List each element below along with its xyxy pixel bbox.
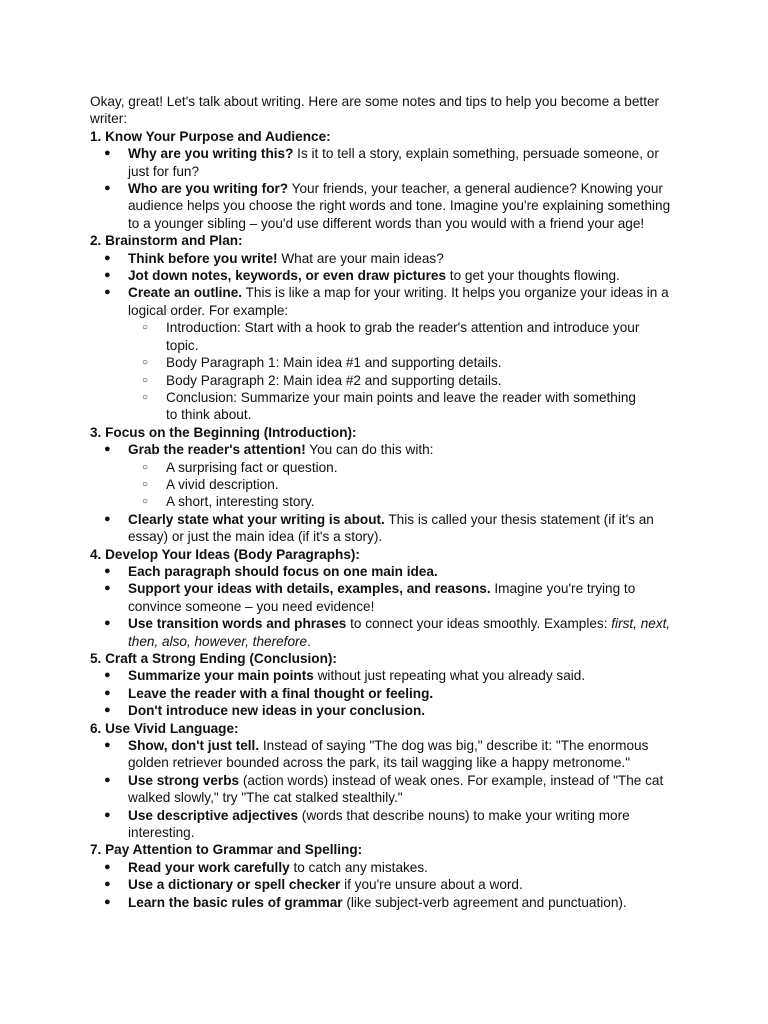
item-bold-lead: Summarize your main points [128,668,314,684]
bullet-list [90,737,690,841]
intro-paragraph: Okay, great! Let's talk about writing. Here are some notes and tips to help you become a better writer: [90,94,660,127]
section-heading: 6. Use Vivid Language: [90,720,239,736]
list-item [90,563,680,580]
item-text: if you're unsure about a word. [340,877,523,893]
item-text: to catch any mistakes. [289,859,428,875]
list-item [90,685,680,702]
item-text: without just repeating what you already said. [313,668,586,684]
item-bold-lead: Don't introduce new ideas in your conclusion. [128,703,426,719]
item-bold-lead: Think before you write! [128,250,278,266]
item-tail: . [307,633,311,649]
item-text: Your friends, your teacher, a general audience? Knowing your audience helps you choose the right words and tone. Imagine you're explaining something to a younger sibling – you'd use different words than you would with a friend your age! [128,181,671,231]
bullet-circle-icon: ○ [142,461,149,473]
sub-list-item [128,372,648,389]
section-heading: 5. Craft a Strong Ending (Conclusion): [90,651,337,666]
sub-list-item [128,389,648,424]
item-bold-lead: Show, don't just tell. [128,738,260,754]
bullet-list [90,667,690,719]
item-bold-lead: Use descriptive adjectives [128,807,299,823]
item-text: This is like a map for your writing. It helps you organize your ideas in a logical order. For example: [128,285,669,318]
bullet-dot-icon: ● [104,582,111,595]
list-item [90,772,680,807]
sub-item-text: Body Paragraph 2: Main idea #2 and supporting details. [166,372,502,388]
bullet-dot-icon: ● [104,808,111,821]
list-item [90,667,680,684]
item-text: to connect your ideas smoothly. Examples: [346,616,612,632]
item-bold-lead: Each paragraph should focus on one main idea. [128,563,438,579]
item-bold-lead: Support your ideas with details, examples, and reasons. [128,581,491,597]
sub-bullet-list [128,459,680,511]
bullet-dot-icon: ● [104,443,111,456]
bullet-dot-icon: ● [104,251,111,264]
list-item [90,859,680,876]
item-text: Imagine you're trying to convince someone – you need evidence! [128,581,636,614]
bullet-dot-icon: ● [104,617,111,630]
sub-item-text: A vivid description. [166,476,279,492]
item-text: Is it to tell a story, explain something, persuade someone, or just for fun? [128,146,659,179]
bullet-circle-icon: ○ [142,391,149,403]
list-item [90,250,680,267]
item-text: What are your main ideas? [277,250,444,266]
bullet-circle-icon: ○ [142,322,149,334]
item-text: (words that describe nouns) to make your writing more interesting. [128,807,630,841]
sub-item-text: Body Paragraph 1: Main idea #1 and supporting details. [166,355,502,371]
list-item [90,615,680,650]
sub-list-item [128,493,648,510]
document-body [90,93,690,911]
section-heading: 4. Develop Your Ideas (Body Paragraphs): [90,546,360,562]
sub-item-text: Introduction: Start with a hook to grab the reader's attention and introduce your topic. [166,320,640,353]
item-bold-lead: Read your work carefully [128,859,290,875]
bullet-dot-icon: ● [104,269,111,282]
sub-item-text: A short, interesting story. [166,494,315,510]
bullet-dot-icon: ● [104,669,111,682]
bullet-list [90,145,690,232]
sub-item-text: Conclusion: Summarize your main points and leave the reader with something to think about. [166,389,636,423]
item-bold-lead: Clearly state what your writing is about. [128,511,385,527]
bullet-dot-icon: ● [104,878,111,891]
item-bold-lead: Use transition words and phrases [128,616,347,632]
list-item [90,737,680,772]
section-heading: 1. Know Your Purpose and Audience: [90,128,331,144]
item-text: (action words) instead of weak ones. For example, instead of "The cat walked slowly," try "The cat stalked stealthily." [128,772,664,806]
bullet-circle-icon: ○ [142,357,149,369]
item-bold-lead: Grab the reader's attention! [128,442,306,458]
section-heading: 2. Brainstorm and Plan: [90,233,243,249]
bullet-dot-icon: ● [104,739,111,752]
list-item [90,876,680,893]
list-item [90,702,680,719]
item-bold-lead: Who are you writing for? [128,181,289,197]
sub-list-item [128,319,648,354]
sub-list-item [128,459,648,476]
list-item [90,580,680,615]
list-item [90,284,680,423]
item-text: Instead of saying "The dog was big," describe it: "The enormous golden retriever bounded across the park, its tail wagging like a happy metronome." [128,738,649,771]
item-bold-lead: Why are you writing this? [128,146,294,162]
bullet-list [90,563,690,650]
bullet-dot-icon: ● [104,686,111,699]
bullet-dot-icon: ● [104,512,111,525]
bullet-dot-icon: ● [104,147,111,160]
item-bold-lead: Learn the basic rules of grammar [128,894,343,910]
item-bold-lead: Leave the reader with a final thought or feeling. [128,685,434,701]
bullet-dot-icon: ● [104,704,111,717]
bullet-circle-icon: ○ [142,478,149,490]
item-text: (like subject-verb agreement and punctuation). [342,894,627,910]
sections-container [90,128,690,911]
item-bold-lead: Use a dictionary or spell checker [128,877,341,893]
bullet-circle-icon: ○ [142,374,149,386]
bullet-dot-icon: ● [104,564,111,577]
list-item [90,894,680,911]
item-bold-lead: Use strong verbs [128,772,240,788]
list-item [90,267,680,284]
list-item [90,145,680,180]
list-item [90,807,680,842]
sub-list-item [128,476,648,493]
list-item [90,511,680,546]
item-text: You can do this with: [305,442,434,458]
bullet-dot-icon: ● [104,182,111,195]
sub-list-item [128,354,648,371]
section-heading: 7. Pay Attention to Grammar and Spelling: [90,842,363,858]
bullet-dot-icon: ● [104,895,111,908]
section-heading: 3. Focus on the Beginning (Introduction): [90,424,357,440]
bullet-dot-icon: ● [104,773,111,786]
list-item [90,180,680,232]
list-item [90,441,680,511]
item-italic-examples: first, next, then, also, however, therefore [128,616,671,649]
bullet-circle-icon: ○ [142,496,149,508]
bullet-list [90,250,690,424]
bullet-dot-icon: ● [104,286,111,299]
sub-bullet-list [128,319,680,423]
bullet-list [90,441,690,545]
item-text: This is called your thesis statement (if it's an essay) or just the main idea (if it's a story). [128,511,654,545]
item-text: to get your thoughts flowing. [446,268,620,284]
item-bold-lead: Jot down notes, keywords, or even draw pictures [128,268,447,284]
bullet-list [90,859,690,911]
sub-item-text: A surprising fact or question. [166,459,338,475]
bullet-dot-icon: ● [104,860,111,873]
item-bold-lead: Create an outline. [128,285,243,301]
